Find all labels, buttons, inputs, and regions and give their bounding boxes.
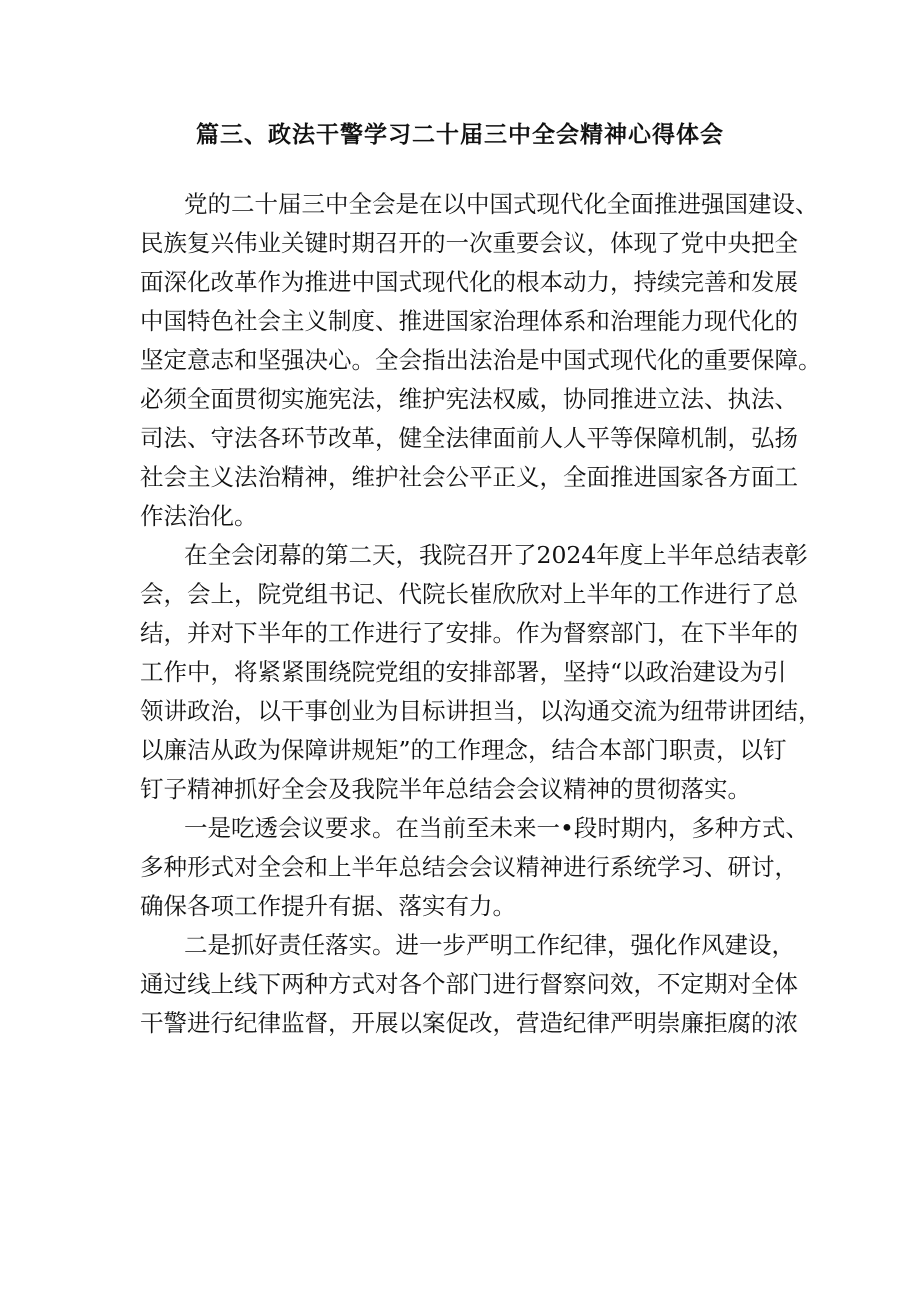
paragraph-line: 领讲政治，以干事创业为目标讲担当，以沟通交流为纽带讲团结，	[140, 697, 822, 725]
document-title: 篇三、政法干警学习二十届三中全会精神心得体会	[196, 122, 724, 148]
document-body	[140, 185, 822, 1043]
paragraph-line: 干警进行纪律监督，开展以案促改，营造纪律严明崇廉拒腐的浓	[140, 1009, 798, 1037]
paragraph-line: 钉子精神抓好全会及我院半年总结会会议精神的贯彻落实。	[140, 775, 751, 803]
paragraph-line: 中国特色社会主义制度、推进国家治理体系和治理能力现代化的	[140, 307, 798, 335]
paragraph-line: 民族复兴伟业关键时期召开的一次重要会议，体现了党中央把全	[140, 229, 798, 257]
paragraph-line: 通过线上线下两种方式对各个部门进行督察问效，不定期对全体	[140, 970, 798, 998]
paragraph-line: 会，会上，院党组书记、代院长崔欣欣对上半年的工作进行了总	[140, 580, 798, 608]
paragraph-line: 工作中，将紧紧围绕院党组的安排部署，坚持“以政治建设为引	[140, 658, 787, 686]
paragraph-line: 党的二十届三中全会是在以中国式现代化全面推进强国建设、	[184, 190, 819, 218]
paragraph-line: 一是吃透会议要求。在当前至未来一•段时期内，多种方式、	[184, 814, 809, 842]
paragraph-line: 必须全面贯彻实施宪法，维护宪法权威，协同推进立法、执法、	[140, 385, 798, 413]
paragraph-line: 坚定意志和坚强决心。全会指出法治是中国式现代化的重要保障。	[140, 346, 822, 374]
paragraph-line: 以廉洁从政为保障讲规矩”的工作理念，结合本部门职责，以钉	[140, 736, 787, 764]
paragraph-3	[140, 809, 809, 926]
paragraph-line: 确保各项工作提升有据、落实有力。	[140, 892, 516, 920]
paragraph-line: 结，并对下半年的工作进行了安排。作为督察部门，在下半年的	[140, 619, 798, 647]
paragraph-2	[140, 536, 822, 809]
paragraph-line: 作法治化。	[140, 502, 258, 530]
paragraph-line: 在全会闭幕的第二天，我院召开了2024年度上半年总结表彰	[184, 541, 808, 569]
paragraph-line: 二是抓好责任落实。进一步严明工作纪律，强化作风建设，	[184, 931, 795, 959]
paragraph-line: 多种形式对全会和上半年总结会会议精神进行系统学习、研讨，	[140, 853, 798, 881]
paragraph-line: 司法、守法各环节改革，健全法律面前人人平等保障机制，弘扬	[140, 424, 798, 452]
paragraph-1	[140, 185, 822, 536]
paragraph-line: 面深化改革作为推进中国式现代化的根本动力，持续完善和发展	[140, 268, 798, 296]
paragraph-4	[140, 926, 798, 1043]
paragraph-line: 社会主义法治精神，维护社会公平正义，全面推进国家各方面工	[140, 463, 798, 491]
